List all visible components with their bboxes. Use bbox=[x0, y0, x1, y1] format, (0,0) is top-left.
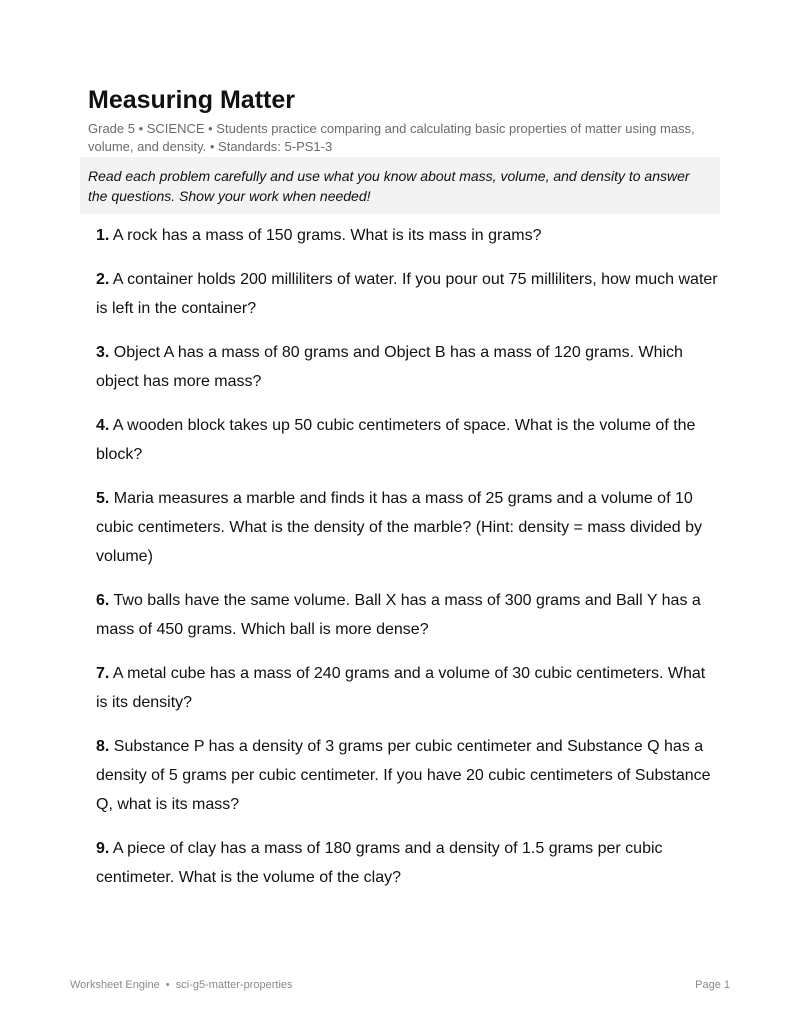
question-number: 8. bbox=[96, 738, 110, 755]
question-number: 9. bbox=[96, 840, 110, 857]
question-text: A wooden block takes up 50 cubic centimeters of space. What is the volume of the block? bbox=[96, 417, 696, 463]
question-item bbox=[96, 265, 720, 323]
question-item bbox=[96, 411, 720, 469]
page-number: Page 1 bbox=[695, 979, 730, 991]
question-item bbox=[96, 484, 720, 571]
worksheet-meta: Grade 5 • SCIENCE • Students practice comparing and calculating basic properties of matter using mass, volume, and density. • Standards: 5-PS1-3 bbox=[88, 121, 695, 154]
question-text: A piece of clay has a mass of 180 grams and a density of 1.5 grams per cubic centimeter. What is the volume of the clay? bbox=[96, 840, 663, 886]
question-number: 1. bbox=[96, 227, 110, 244]
instructions-box: Read each problem carefully and use what you know about mass, volume, and density to answer the questions. Show your work when needed! bbox=[80, 157, 720, 214]
footer-source: Worksheet Engine • sci-g5-matter-properties bbox=[70, 979, 293, 991]
question-item bbox=[96, 586, 720, 644]
question-item bbox=[96, 338, 720, 396]
question-text: A rock has a mass of 150 grams. What is its mass in grams? bbox=[112, 227, 542, 244]
question-number: 2. bbox=[96, 271, 110, 288]
question-number: 4. bbox=[96, 417, 110, 434]
question-text: Substance P has a density of 3 grams per cubic centimeter and Substance Q has a density of 5 grams per cubic centimeter. If you have 20 cubic centimeters of Substance Q, what is its mass? bbox=[96, 738, 711, 813]
question-text: A metal cube has a mass of 240 grams and a volume of 30 cubic centimeters. What is its density? bbox=[96, 665, 706, 711]
question-number: 6. bbox=[96, 592, 110, 609]
question-text: Object A has a mass of 80 grams and Object B has a mass of 120 grams. Which object has more mass? bbox=[96, 344, 683, 390]
question-item bbox=[96, 732, 720, 819]
question-text: A container holds 200 milliliters of water. If you pour out 75 milliliters, how much water is left in the container? bbox=[96, 271, 718, 317]
question-item bbox=[96, 221, 720, 250]
question-text: Two balls have the same volume. Ball X has a mass of 300 grams and Ball Y has a mass of 450 grams. Which ball is more dense? bbox=[96, 592, 701, 638]
question-number: 5. bbox=[96, 490, 110, 507]
question-list bbox=[96, 221, 720, 907]
question-item bbox=[96, 659, 720, 717]
page-title: Measuring Matter bbox=[88, 86, 295, 114]
question-text: Maria measures a marble and finds it has a mass of 25 grams and a volume of 10 cubic centimeters. What is the density of the marble? (Hint: density = mass divided by volume) bbox=[96, 490, 703, 565]
question-number: 3. bbox=[96, 344, 110, 361]
question-number: 7. bbox=[96, 665, 110, 682]
question-item bbox=[96, 834, 720, 892]
